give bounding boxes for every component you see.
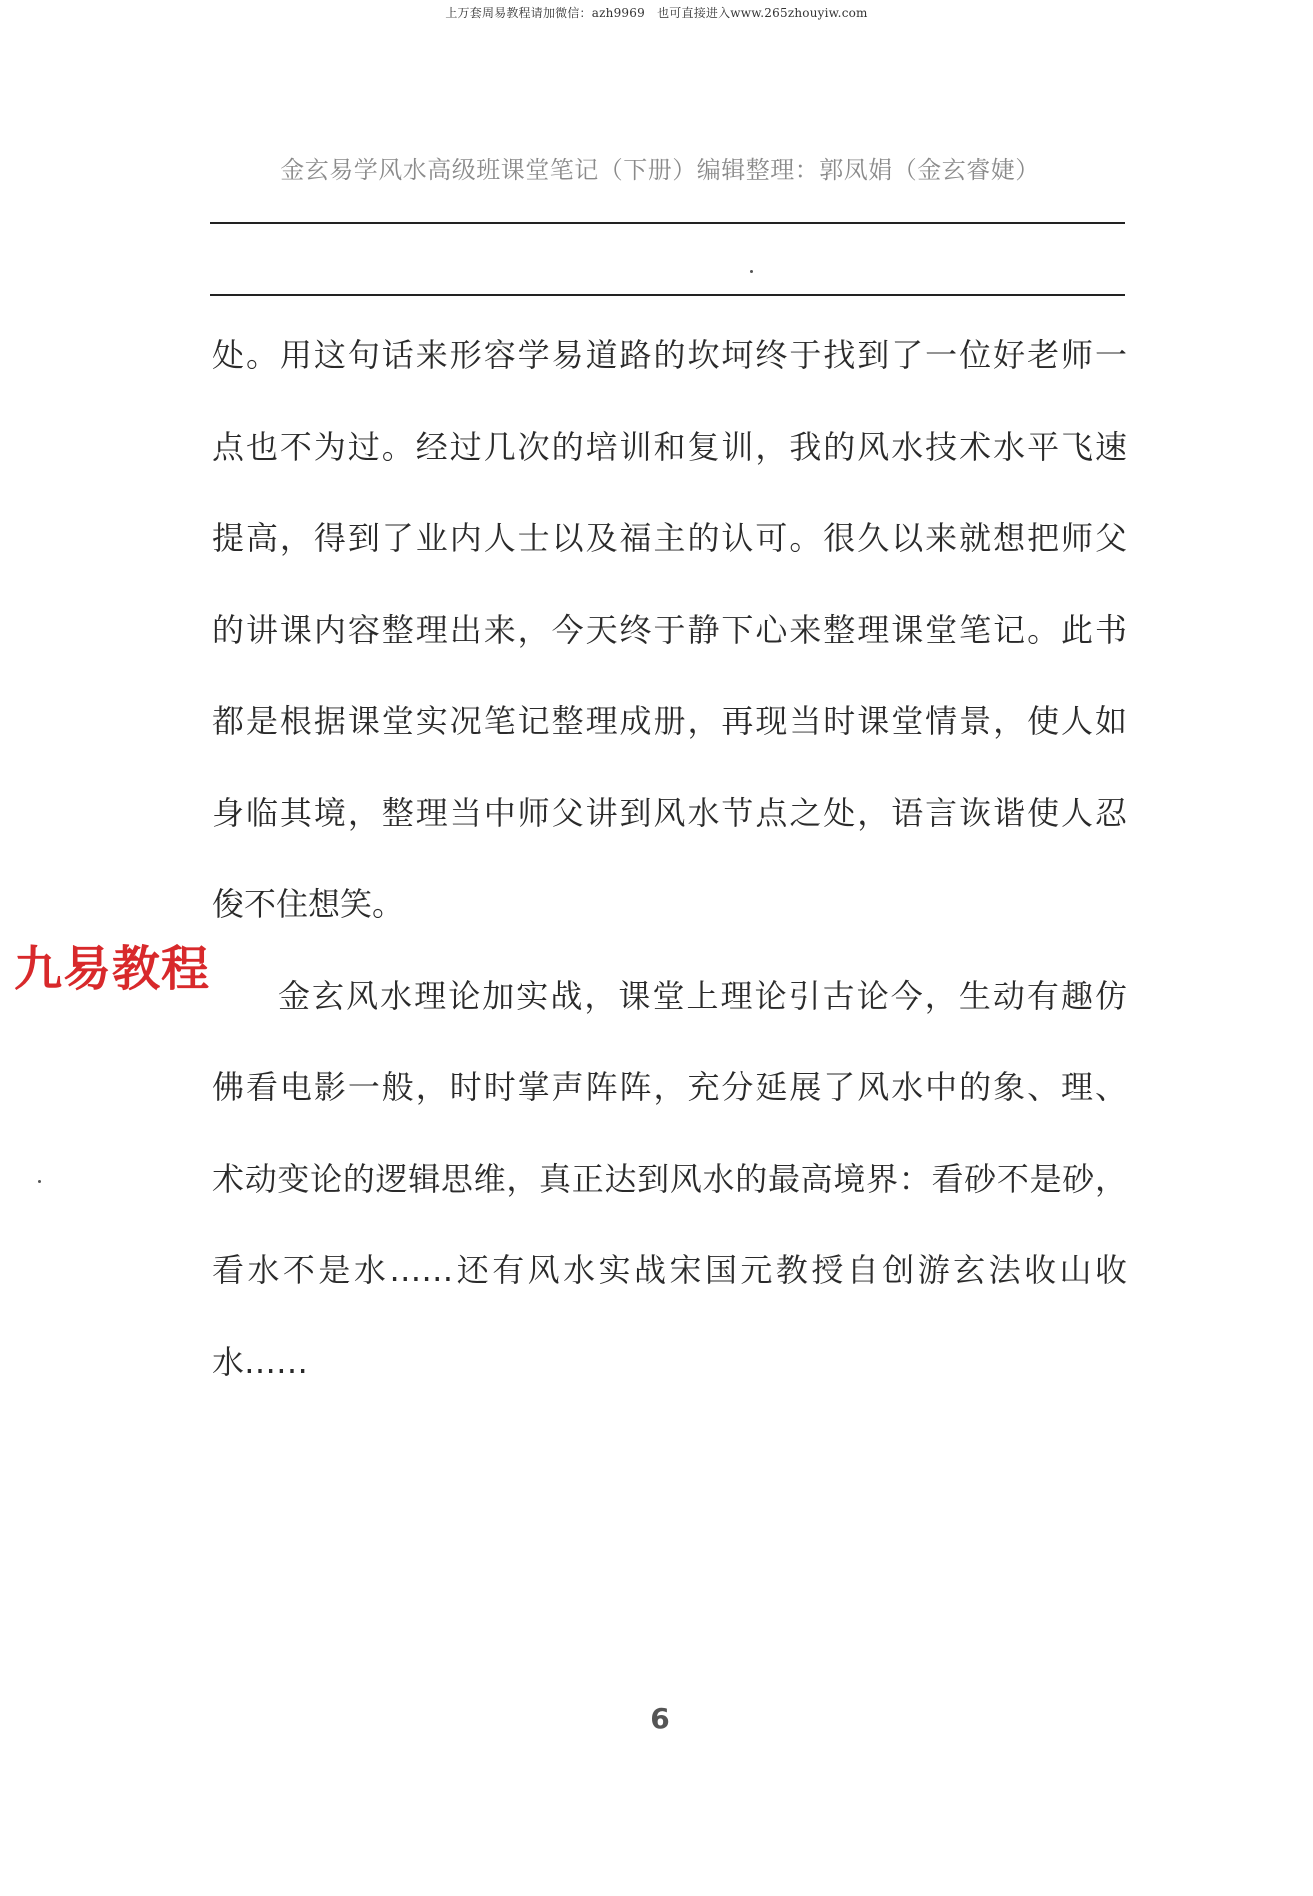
watermark-logo: 九易教程 [14,941,211,997]
paragraph-1 [212,310,1127,951]
body-text [212,310,1127,1408]
text-line: 水…… [212,1342,309,1381]
text-line: 点也不为过。经过几次的培训和复训，我的风水技术水平飞速 [212,427,1127,466]
scan-speck [38,1180,41,1183]
text-line: 提高，得到了业内人士以及福主的认可。很久以来就想把师父 [212,519,1127,557]
text-line: 术动变论的逻辑思维，真正达到风水的最高境界：看砂不是砂， [212,1159,1127,1198]
text-line: 看水不是水……还有风水实战宋国元教授自创游玄法收山收 [212,1251,1127,1289]
text-line: 俊不住想笑。 [212,885,405,923]
paragraph-2 [212,951,1127,1409]
text-line: 佛看电影一般，时时掌声阵阵，充分延展了风水中的象、理、 [212,1068,1127,1106]
scan-speck [750,270,753,273]
header-rule-bottom [210,294,1125,296]
header-title: 金玄易学风水高级班课堂笔记（下册）编辑整理：郭凤娟（金玄睿婕） [280,156,1040,184]
page-number: 6 [650,1702,670,1735]
text-line: 都是根据课堂实况笔记整理成册，再现当时课堂情景，使人如 [212,702,1127,740]
text-line: 金玄风水理论加实战，课堂上理论引古论今，生动有趣仿 [278,976,1127,1015]
text-line: 身临其境，整理当中师父讲到风水节点之处，语言诙谐使人忍 [212,793,1127,832]
header-rule-top [210,222,1125,224]
text-line: 处。用这句话来形容学易道路的坎坷终于找到了一位好老师一 [212,336,1127,374]
text-line: 的讲课内容整理出来，今天终于静下心来整理课堂笔记。此书 [212,610,1127,649]
top-notice: 上万套周易教程请加微信：azh9969 也可直接进入www.265zhouyiw.com [445,6,868,20]
